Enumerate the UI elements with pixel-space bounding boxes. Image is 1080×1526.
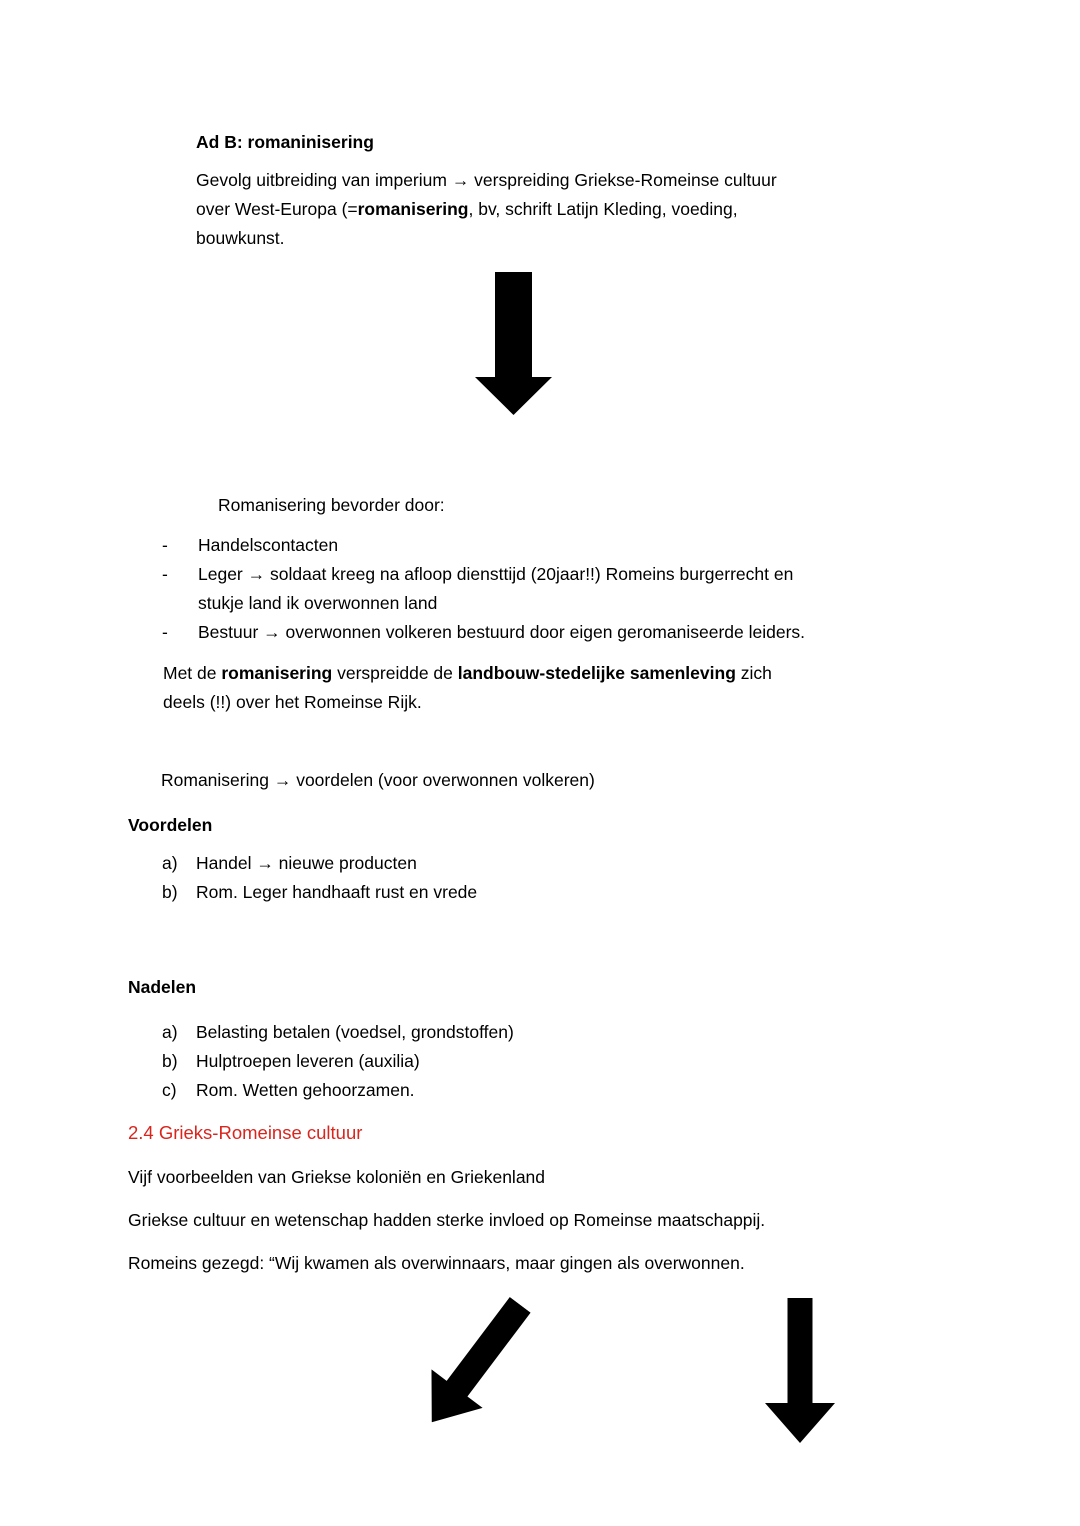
list-item-text: Hulptroepen leveren (auxilia) — [196, 1051, 420, 1071]
list-marker: - — [162, 535, 168, 555]
heading-voordelen: Voordelen — [128, 815, 213, 835]
voordelen-list — [162, 849, 896, 907]
list-marker: c) — [162, 1080, 177, 1100]
list-item — [162, 1076, 896, 1105]
paragraph-met-de-line2: deels (!!) over het Romeinse Rijk. — [163, 692, 422, 712]
list-item — [162, 618, 958, 647]
list-item-text: Rom. Wetten gehoorzamen. — [196, 1080, 415, 1100]
heading-ad-b: Ad B: romaninisering — [196, 132, 374, 152]
paragraph-met-de — [163, 659, 772, 717]
list-item — [162, 1018, 896, 1047]
paragraph-romeins-gezegd: Romeins gezegd: “Wij kwamen als overwinnaars, maar gingen als overwonnen. — [128, 1253, 745, 1273]
list-marker: - — [162, 564, 168, 584]
paragraph-met-de-line1: Met de romanisering verspreidde de landbouw-stedelijke samenleving zich — [163, 663, 772, 683]
list-marker: b) — [162, 882, 178, 902]
list-item-text: Handelscontacten — [198, 535, 339, 555]
dash-list — [162, 531, 958, 647]
list-marker: b) — [162, 1051, 178, 1071]
list-marker: a) — [162, 853, 178, 873]
paragraph-vijf-voorbeelden: Vijf voorbeelden van Griekse koloniën en Griekenland — [128, 1167, 546, 1187]
paragraph-gevolg-line2: over West-Europa (=romanisering, bv, schrift Latijn Kleding, voeding, — [196, 199, 738, 219]
list-item-text: Handel → nieuwe producten — [196, 853, 417, 873]
list-item — [162, 531, 958, 560]
list-item — [162, 849, 896, 878]
nadelen-list — [162, 1018, 896, 1105]
list-item-text: Bestuur → overwonnen volkeren bestuurd door eigen geromaniseerde leiders. — [198, 622, 806, 642]
heading-nadelen: Nadelen — [128, 977, 197, 997]
paragraph-gevolg — [196, 166, 777, 253]
list-item-text: Belasting betalen (voedsel, grondstoffen) — [196, 1022, 514, 1042]
down-arrow-icon — [765, 1298, 835, 1443]
list-item-text: Rom. Leger handhaaft rust en vrede — [196, 882, 478, 902]
down-left-arrow-icon — [406, 1286, 546, 1442]
paragraph-gevolg-line3: bouwkunst. — [196, 228, 285, 248]
list-marker: - — [162, 622, 168, 642]
paragraph-griekse-cultuur: Griekse cultuur en wetenschap hadden sterke invloed op Romeinse maatschappij. — [128, 1210, 766, 1230]
paragraph-gevolg-line1: Gevolg uitbreiding van imperium → verspreiding Griekse-Romeinse cultuur — [196, 170, 777, 190]
list-item — [162, 1047, 896, 1076]
list-item — [162, 878, 896, 907]
list-marker: a) — [162, 1022, 178, 1042]
line-voordelen-intro: Romanisering → voordelen (voor overwonnen volkeren) — [161, 770, 595, 790]
bold-romanisering: romanisering — [357, 199, 469, 219]
bold-romanisering-2: romanisering — [221, 663, 333, 683]
list-item-text: Leger → soldaat kreeg na afloop diensttijd (20jaar!!) Romeins burgerrecht en stukje land ik overwonnen land — [198, 564, 794, 613]
heading-2-4-grieks-romeinse-cultuur: 2.4 Grieks-Romeinse cultuur — [128, 1122, 363, 1143]
list-item — [162, 560, 958, 618]
bold-landbouw-stedelijke: landbouw-stedelijke samenleving — [457, 663, 736, 683]
down-arrow-icon — [475, 272, 552, 415]
line-bevorder: Romanisering bevorder door: — [218, 495, 445, 515]
